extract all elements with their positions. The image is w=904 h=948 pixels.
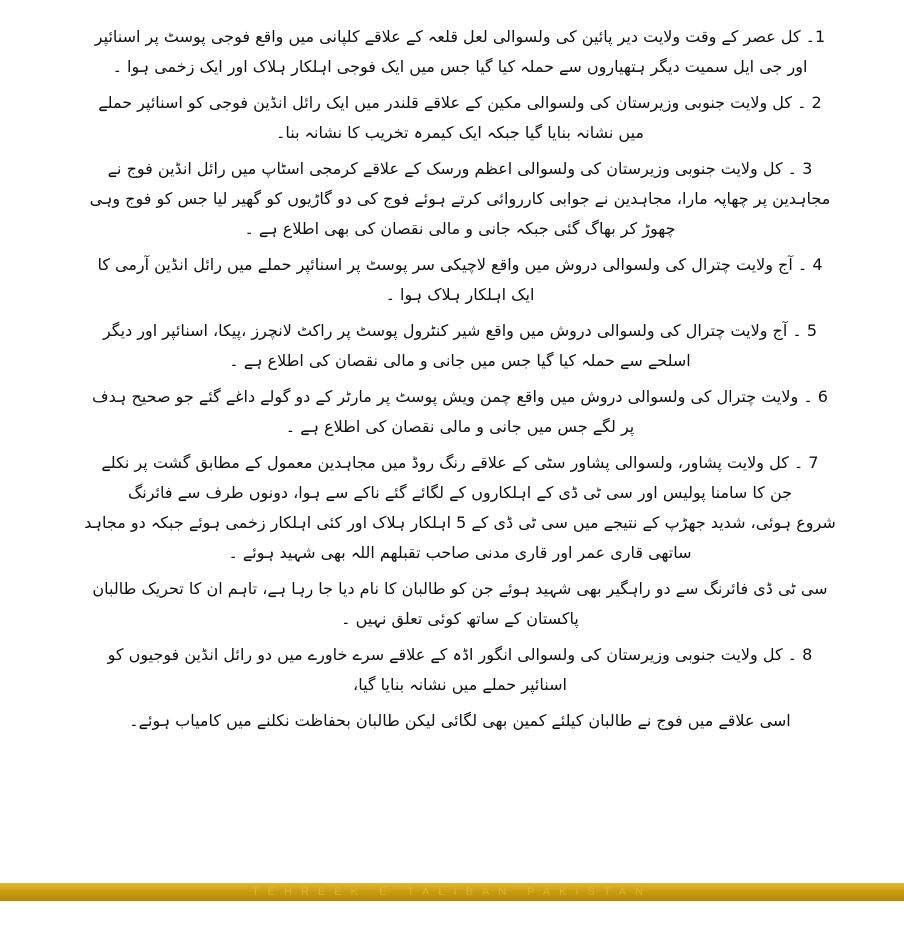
text-line: میں نشانہ بنایا گیا جبکہ ایک کیمرہ تخریب کا نشانہ بنا۔: [276, 123, 644, 142]
footer-band: [0, 883, 904, 901]
paragraph-7-note: [80, 574, 840, 634]
text-line: جن کا سامنا پولیس اور سی ٹی ڈی کے اہلکاروں کے لگائے گئے ناکے سے ہوا، دونوں طرف سے فائرنگ: [127, 483, 793, 502]
document-body: [80, 22, 840, 742]
text-line: 5 ۔ آج ولایت چترال کی ولسوالی دروش میں واقع شیر کنٹرول پوسٹ پر راکٹ لانچرز ،پیکا، اسنائپر اور دیگر: [102, 321, 818, 340]
text-line: اور جی ایل سمیت دیگر ہتھیاروں سے حملہ کیا گیا جس میں ایک فوجی اہلکار ہلاک اور ایک زخمی ہوا ۔: [112, 57, 808, 76]
paragraph-5: [80, 316, 840, 376]
text-line: پر لگے جس میں جانی و مالی نقصان کی اطلاع ہے ۔: [285, 417, 635, 436]
footer-watermark: TEHREEK E TALIBAN PAKISTAN: [251, 886, 653, 898]
paragraph-8: [80, 640, 840, 700]
text-line: شروع ہوئی، شدید جھڑپ کے نتیجے میں سی ٹی ڈی کے 5 اہلکار ہلاک اور کئی اہلکار زخمی ہوئے جبکہ دو مجاہد: [84, 513, 836, 532]
text-line: چھوڑ کر بھاگ گئی جبکہ جانی و مالی نقصان کی بھی اطلاع ہے ۔: [244, 219, 676, 238]
paragraph-3: [80, 154, 840, 244]
text-line: سی ٹی ڈی فائرنگ سے دو راہگیر بھی شہید ہوئے جن کو طالبان کا نام دیا جا رہا ہے، تاہم ان کا تحریک طالبان: [92, 579, 828, 598]
text-line: اسی علاقے میں فوج نے طالبان کیلئے کمین بھی لگائی لیکن طالبان بحفاظت نکلنے میں کامیاب ہوئے۔: [129, 711, 791, 730]
text-line: ایک اہلکار ہلاک ہوا ۔: [385, 285, 535, 304]
text-line: 8 ۔ کل ولایت جنوبی وزیرستان کی ولسوالی انگور اڈہ کے علاقے سرے خاورے میں دو رائل انڈین فوجیوں کو: [107, 645, 813, 664]
paragraph-4: [80, 250, 840, 310]
text-line: اسلحے سے حملہ کیا گیا جس میں جانی و مالی نقصان کی اطلاع ہے ۔: [229, 351, 691, 370]
text-line: اسنائپر حملے میں نشانہ بنایا گیا،: [353, 675, 567, 694]
text-line: 1۔ کل عصر کے وقت ولایت دیر پائین کی ولسوالی لعل قلعہ کے علاقے کلپانی میں واقع فوجی پوسٹ پر اسنائپر: [94, 27, 826, 46]
text-line: 6 ۔ ولایت چترال کی ولسوالی دروش میں واقع چمن ویش پوسٹ پر مارٹر کے دو گولے داغے گئے جو صحیح ہدف: [92, 387, 828, 406]
text-line: 3 ۔ کل ولایت جنوبی وزیرستان کی ولسوالی اعظم ورسک کے علاقے کرمجی اسٹاپ میں رائل انڈین فوج نے: [107, 159, 813, 178]
text-line: 7 ۔ کل ولایت پشاور، ولسوالی پشاور سٹی کے علاقے رنگ روڈ میں مجاہدین معمول کے مطابق گشت پر نکلے: [101, 453, 819, 472]
text-line: پاکستان کے ساتھ کوئی تعلق نہیں ۔: [341, 609, 579, 628]
text-line: ساتھی قاری عمر اور قاری مدنی صاحب تقبلھم اللہ بھی شہید ہوئے ۔: [228, 543, 692, 562]
text-line: 2 ۔ کل ولایت جنوبی وزیرستان کی ولسوالی مکین کے علاقے قلندر میں ایک رائل انڈین فوجی کو اسنائپر حملے: [98, 93, 822, 112]
paragraph-1: [80, 22, 840, 82]
paragraph-8-note: [80, 706, 840, 736]
text-line: 4 ۔ آج ولایت چترال کی ولسوالی دروش میں واقع لاچیکی سر پوسٹ پر اسنائپر حملے میں رائل انڈین آرمی کا: [97, 255, 823, 274]
paragraph-6: [80, 382, 840, 442]
paragraph-2: [80, 88, 840, 148]
text-line: مجاہدین پر چھاپہ مارا، مجاہدین نے جوابی کارروائی کرتے ہوئے فوج کی دو گاڑیوں کو گھیر لیا جس کو فوج وہی: [89, 189, 831, 208]
paragraph-7: [80, 448, 840, 568]
